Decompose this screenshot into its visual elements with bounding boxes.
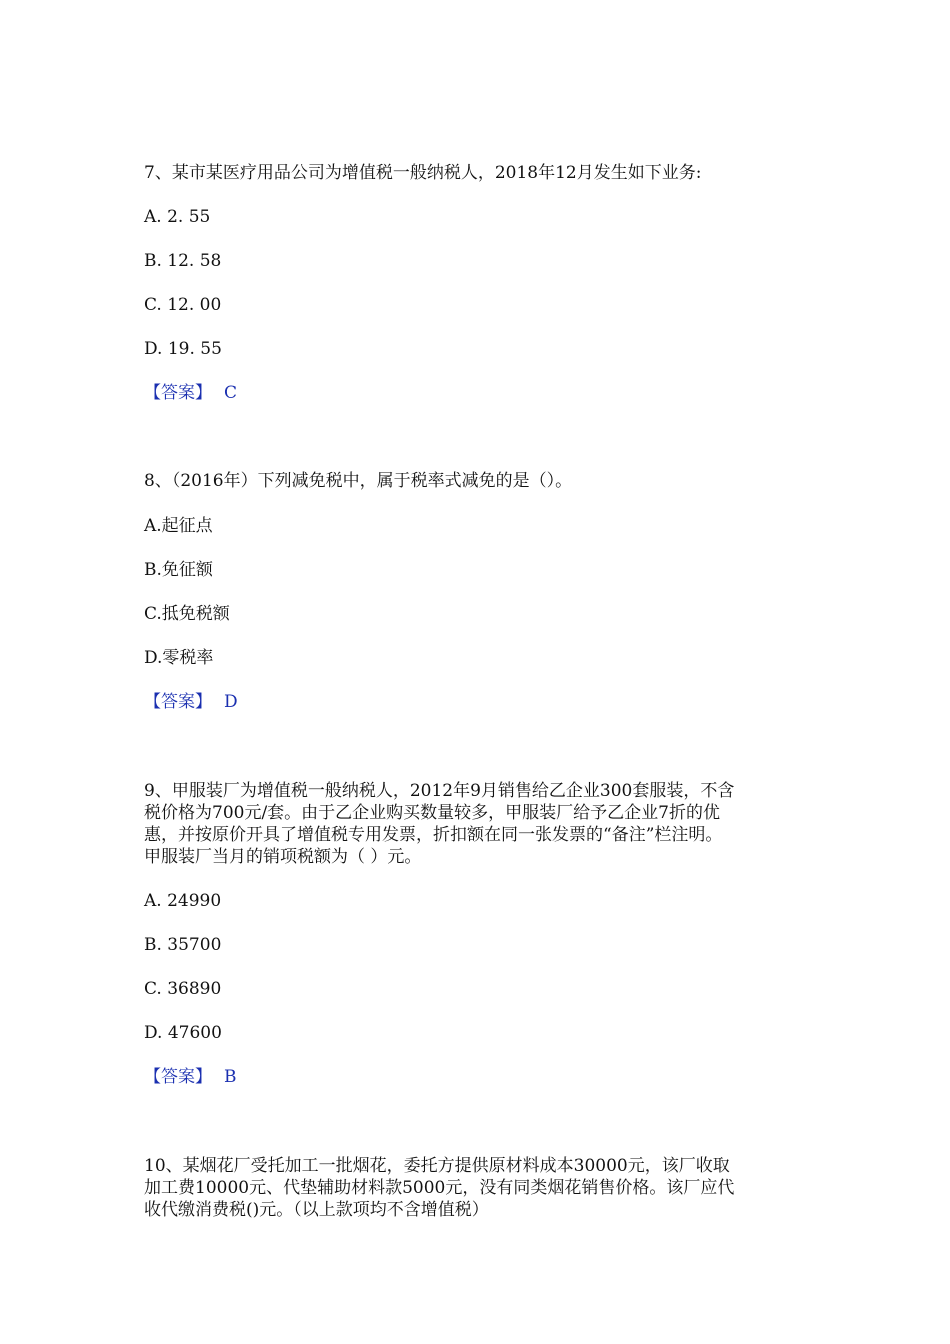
question-9-option-c: C. 36890 xyxy=(144,979,222,999)
question-9-answer xyxy=(144,1066,237,1088)
answer-label: 【答案】 xyxy=(144,692,212,712)
question-7-answer xyxy=(144,382,237,404)
answer-value: D xyxy=(224,692,238,712)
answer-label: 【答案】 xyxy=(144,1067,212,1087)
question-7-option-d: D. 19. 55 xyxy=(144,339,222,359)
question-9-option-a: A. 24990 xyxy=(144,891,222,911)
question-8-option-c: C.抵免税额 xyxy=(144,604,230,624)
question-8-option-b: B.免征额 xyxy=(144,560,213,580)
question-8-option-d: D.零税率 xyxy=(144,648,214,668)
answer-value: B xyxy=(224,1067,237,1087)
question-10-stem-line-2: 加工费10000元、代垫辅助材料款5000元，没有同类烟花销售价格。该厂应代 xyxy=(144,1178,735,1198)
question-8-answer xyxy=(144,691,238,713)
question-9-stem-line-1: 9、甲服装厂为增值税一般纳税人，2012年9月销售给乙企业300套服装，不含 xyxy=(144,781,735,801)
answer-value: C xyxy=(224,383,238,403)
question-10-stem-line-3: 收代缴消费税()元。（以上款项均不含增值税） xyxy=(144,1200,489,1220)
question-8-stem: 8、（2016年）下列减免税中，属于税率式减免的是（）。 xyxy=(144,471,573,491)
question-9-stem-line-4: 甲服装厂当月的销项税额为（ ）元。 xyxy=(144,847,422,867)
question-9-option-b: B. 35700 xyxy=(144,935,222,955)
question-7-option-a: A. 2. 55 xyxy=(144,207,211,227)
question-9-option-d: D. 47600 xyxy=(144,1023,222,1043)
answer-label: 【答案】 xyxy=(144,383,212,403)
question-7-stem: 7、某市某医疗用品公司为增值税一般纳税人，2018年12月发生如下业务: xyxy=(144,163,702,183)
question-10-stem-line-1: 10、某烟花厂受托加工一批烟花，委托方提供原材料成本30000元，该厂收取 xyxy=(144,1156,730,1176)
question-8-option-a: A.起征点 xyxy=(144,516,213,536)
question-9-stem-line-2: 税价格为700元/套。由于乙企业购买数量较多，甲服装厂给予乙企业7折的优 xyxy=(144,803,720,823)
question-7-option-b: B. 12. 58 xyxy=(144,251,222,271)
question-9-stem-line-3: 惠，并按原价开具了增值税专用发票，折扣额在同一张发票的“备注”栏注明。 xyxy=(144,825,723,845)
question-7-option-c: C. 12. 00 xyxy=(144,295,222,315)
